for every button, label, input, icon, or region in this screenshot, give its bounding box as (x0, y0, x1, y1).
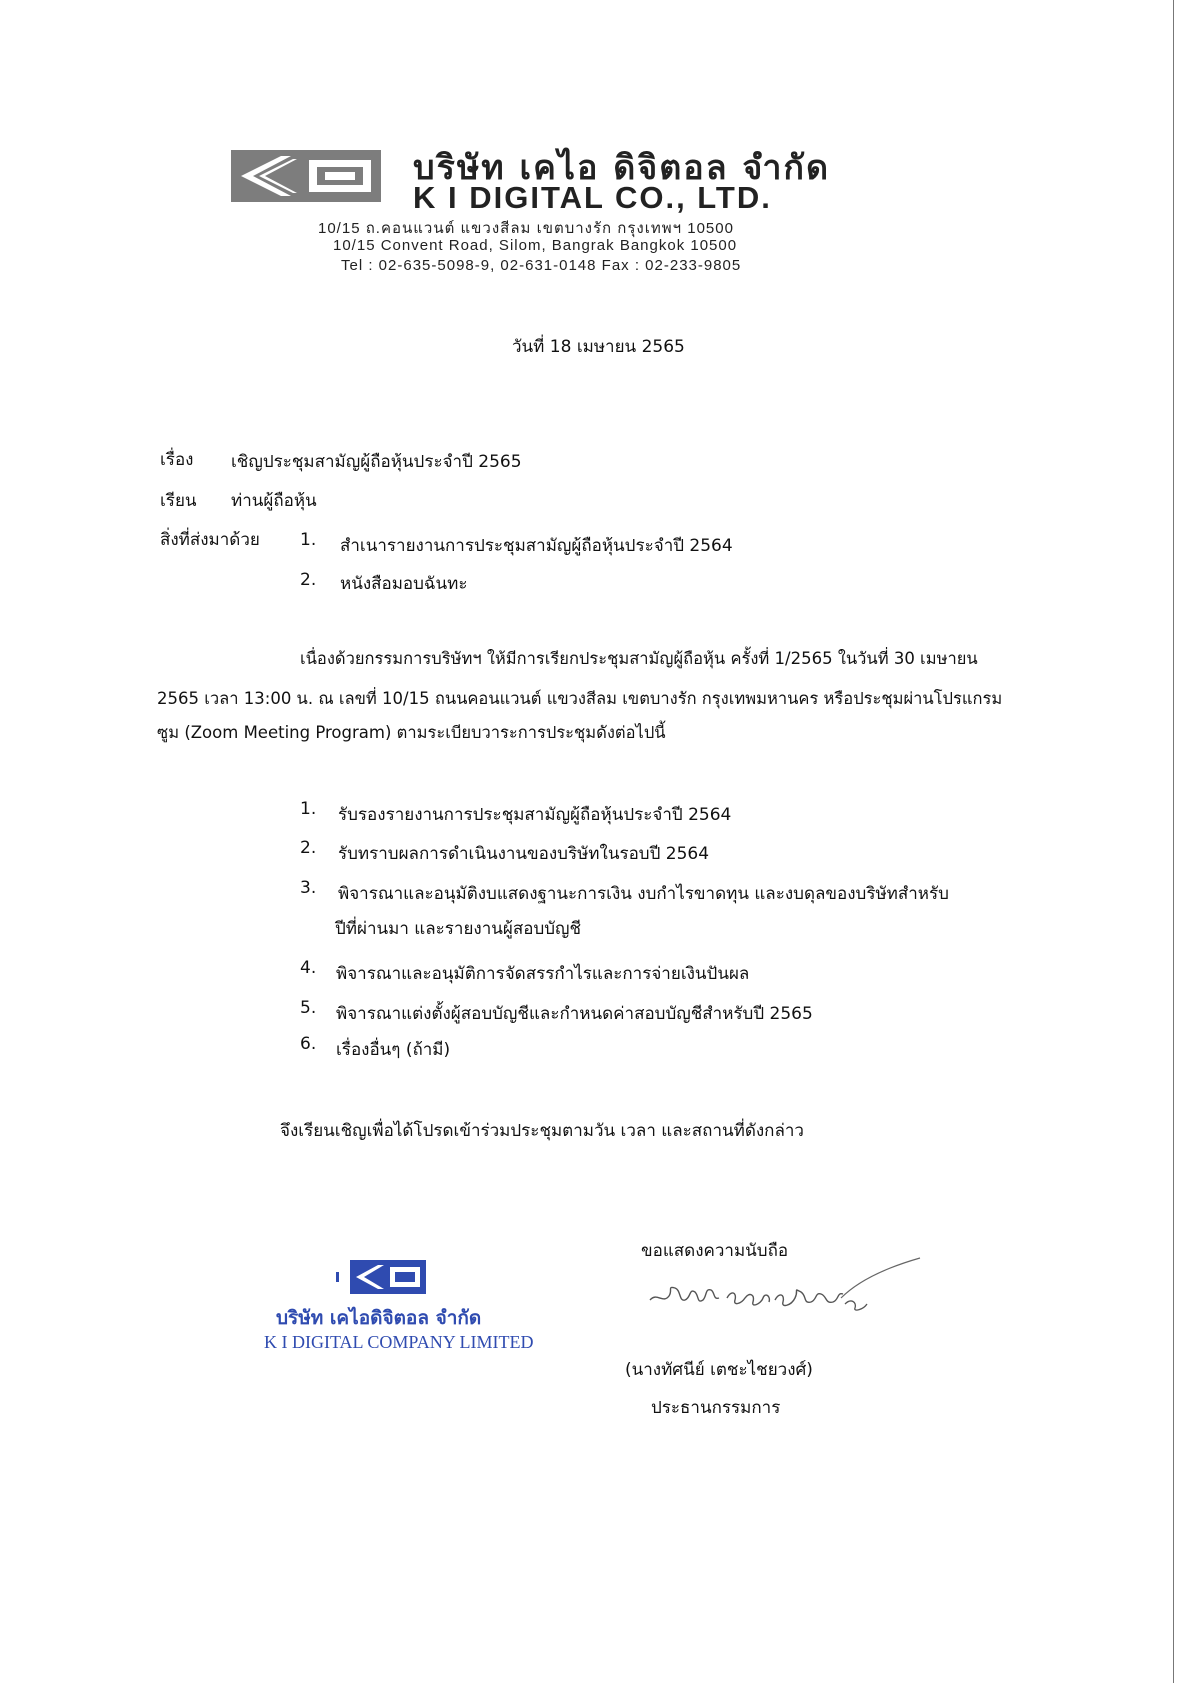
seal-company-name-en: K I DIGITAL COMPANY LIMITED (264, 1332, 534, 1352)
scan-edge-line (1173, 0, 1174, 1683)
enclosure-item: สำเนารายงานการประชุมสามัญผู้ถือหุ้นประจำปี 2564 (340, 536, 733, 556)
company-name-th: บริษัท เคไอ ดิจิตอล จำกัด (413, 148, 831, 188)
enclosure-number: 2. (300, 570, 317, 590)
intro-line: เนื่องด้วยกรรมการบริษัทฯ ให้มีการเรียกประชุมสามัญผู้ถือหุ้น ครั้งที่ 1/2565 ในวันที่ 30 เมษายน (300, 649, 978, 668)
agenda-number: 5. (300, 998, 317, 1018)
enclosure-item: หนังสือมอบฉันทะ (340, 574, 468, 594)
handwritten-signature (645, 1252, 925, 1322)
agenda-number: 6. (300, 1034, 317, 1054)
company-name-en: K I DIGITAL CO., LTD. (413, 180, 772, 215)
enclosure-number: 1. (300, 530, 317, 550)
letter-date: วันที่ 18 เมษายน 2565 (512, 337, 685, 357)
seal-company-name-th: บริษัท เคไอดิจิตอล จำกัด (276, 1307, 482, 1329)
closing-sentence: จึงเรียนเชิญเพื่อได้โปรดเข้าร่วมประชุมตามวัน เวลา และสถานที่ดังกล่าว (280, 1121, 804, 1141)
enclosures-label: สิ่งที่ส่งมาด้วย (160, 530, 260, 550)
agenda-number: 3. (300, 878, 317, 898)
subject-label: เรื่อง (160, 450, 194, 470)
signatory-title: ประธานกรรมการ (651, 1398, 781, 1418)
intro-line: 2565 เวลา 13:00 น. ณ เลขที่ 10/15 ถนนคอนแวนต์ แขวงสีลม เขตบางรัก กรุงเทพมหานคร หรือประชุมผ่านโปรแกรม (157, 689, 1003, 708)
agenda-item-continuation: ปีที่ผ่านมา และรายงานผู้สอบบัญชี (335, 919, 582, 939)
agenda-item: พิจารณาและอนุมัติการจัดสรรกำไรและการจ่ายเงินปันผล (336, 964, 750, 984)
subject-text: เชิญประชุมสามัญผู้ถือหุ้นประจำปี 2565 (231, 452, 522, 472)
agenda-number: 4. (300, 958, 317, 978)
agenda-number: 1. (300, 799, 317, 819)
signatory-name: (นางทัศนีย์ เตชะไชยวงศ์) (625, 1360, 813, 1380)
agenda-item: รับทราบผลการดำเนินงานของบริษัทในรอบปี 2564 (338, 844, 710, 864)
regards: ขอแสดงความนับถือ (641, 1241, 789, 1261)
company-logo (231, 150, 381, 202)
agenda-item: รับรองรายงานการประชุมสามัญผู้ถือหุ้นประจำปี 2564 (338, 805, 732, 825)
intro-line: ซูม (Zoom Meeting Program) ตามระเบียบวาระการประชุมดังต่อไปนี้ (157, 723, 666, 742)
agenda-item: พิจารณาแต่งตั้งผู้สอบบัญชีและกำหนดค่าสอบบัญชีสำหรับปี 2565 (336, 1004, 813, 1024)
agenda-item: พิจารณาและอนุมัติงบแสดงฐานะการเงิน งบกำไรขาดทุน และงบดุลของบริษัทสำหรับ (338, 884, 949, 904)
address-th: 10/15 ถ.คอนแวนต์ แขวงสีลม เขตบางรัก กรุงเทพฯ 10500 (318, 220, 734, 237)
to-text: ท่านผู้ถือหุ้น (231, 491, 317, 511)
agenda-item: เรื่องอื่นๆ (ถ้ามี) (336, 1040, 451, 1060)
contact-info: Tel : 02-635-5098-9, 02-631-0148 Fax : 02-233-9805 (341, 257, 742, 274)
company-seal-logo (336, 1260, 428, 1294)
to-label: เรียน (160, 491, 197, 511)
agenda-number: 2. (300, 838, 317, 858)
address-en: 10/15 Convent Road, Silom, Bangrak Bangkok 10500 (333, 237, 738, 254)
